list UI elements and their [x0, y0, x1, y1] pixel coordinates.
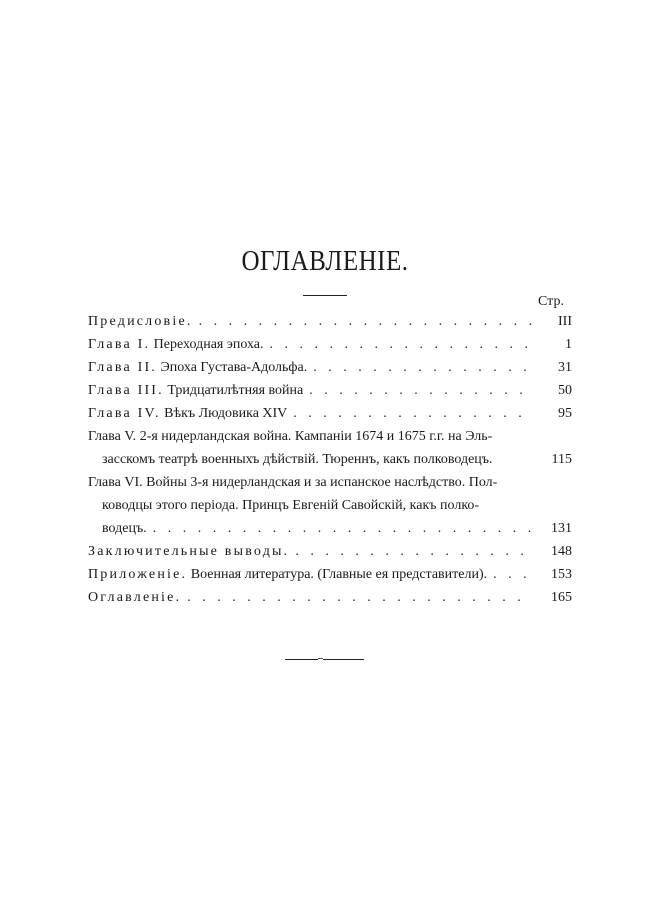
entry-title-line: ководцы этого періода. Принцъ Евгеній Савойскій, какъ полко-	[102, 498, 480, 513]
entry-title: Переходная эпоха.	[153, 337, 264, 352]
entry-label: Глава IV.	[88, 406, 161, 421]
toc-entry	[88, 406, 572, 429]
end-ornament-left	[285, 659, 318, 660]
dot-leader	[295, 544, 532, 560]
end-ornament-right	[323, 659, 364, 660]
page-number: 31	[558, 360, 572, 375]
entry-label: Оглавленіе.	[88, 590, 182, 605]
entry-title-line: Войны 3-я нидерландская и за испанское наслѣдство. Пол-	[146, 475, 498, 490]
dot-leader	[199, 314, 532, 330]
page-number: 148	[551, 544, 572, 559]
page-number: 153	[551, 567, 572, 582]
page-number: 115	[551, 452, 572, 467]
table-of-contents	[88, 314, 572, 613]
entry-label: Глава III.	[88, 383, 164, 398]
toc-entry	[88, 314, 572, 337]
page-number: 1	[565, 337, 572, 352]
entry-label: Предисловіе.	[88, 314, 193, 329]
entry-title-line: водецъ.	[102, 521, 147, 536]
dot-leader	[493, 567, 532, 583]
entry-label: Приложеніе.	[88, 567, 188, 582]
toc-entry	[88, 590, 572, 613]
page-column-header: Стр.	[538, 294, 564, 309]
toc-entry	[88, 429, 572, 475]
page-number: 50	[558, 383, 572, 398]
toc-entry	[88, 337, 572, 360]
toc-entry	[88, 544, 572, 567]
entry-label: Глава V.	[88, 429, 137, 444]
entry-title-line: засскомъ театрѣ военныхъ дѣйствій. Тюреннъ, какъ полководецъ.	[102, 452, 493, 467]
entry-title-line: 2-я нидерландская война. Кампаніи 1674 и 1675 г.г. на Эль-	[139, 429, 493, 444]
page-number: 165	[551, 590, 572, 605]
entry-title: Тридцатилѣтняя война	[167, 383, 304, 398]
toc-entry	[88, 360, 572, 383]
entry-label: Глава VI.	[88, 475, 143, 490]
entry-title: Военная литература. (Главные ея представители).	[190, 567, 488, 582]
dot-leader	[187, 590, 532, 606]
toc-entry	[88, 567, 572, 590]
entry-label: Глава II.	[88, 360, 158, 375]
toc-entry	[88, 475, 572, 544]
dot-leader	[313, 360, 532, 376]
dot-leader	[309, 383, 532, 399]
title-divider	[303, 295, 347, 296]
page-number: III	[558, 314, 572, 329]
toc-entry	[88, 383, 572, 406]
page-title: ОГЛАВЛЕНІЕ.	[241, 245, 409, 277]
dot-leader	[270, 337, 532, 353]
entry-label: Заключительные выводы.	[88, 544, 290, 559]
entry-title: Эпоха Густава-Адольфа.	[160, 360, 308, 375]
entry-label: Глава I.	[88, 337, 151, 352]
dot-leader	[153, 521, 532, 537]
dot-leader	[293, 406, 532, 422]
entry-title: Вѣкъ Людовика XIV	[164, 406, 288, 421]
page-number: 131	[551, 521, 572, 536]
page-number: 95	[558, 406, 572, 421]
